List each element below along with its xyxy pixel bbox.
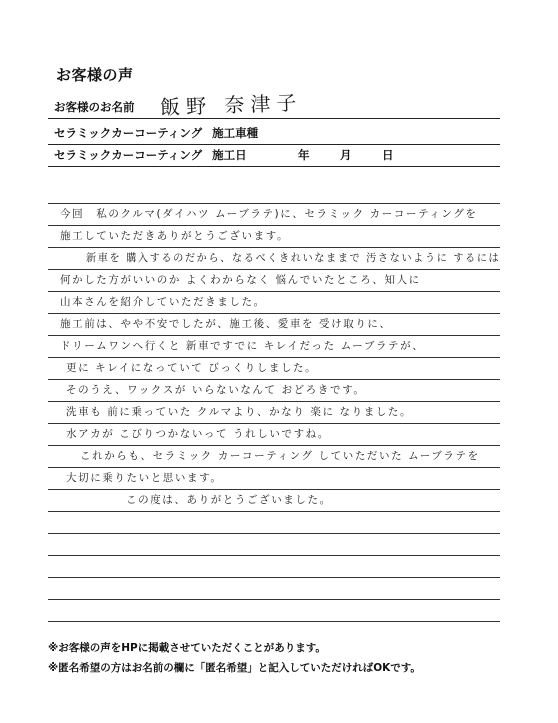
ruled-line — [48, 225, 500, 226]
vehicle-field-label — [54, 125, 258, 141]
date-row — [48, 144, 500, 167]
ruled-line — [48, 269, 500, 270]
comment-line: 更に キレイになっていて びっくりしました。 — [66, 362, 318, 374]
name-label: お客様のお名前 — [54, 100, 135, 114]
date-label: 施工日 — [212, 148, 247, 162]
ruled-line — [48, 247, 500, 248]
date-field-label — [54, 147, 247, 163]
footer-note-anonymous: ※匿名希望の方はお名前の欄に「匿名希望」と記入していただければOKです。 — [48, 662, 421, 674]
year-label: 年 — [298, 148, 310, 162]
comment-line: 施工前は、やや不安でしたが、施工後、愛車を 受け取りに、 — [60, 318, 392, 330]
ruled-line — [48, 467, 500, 468]
month-label: 月 — [340, 148, 352, 162]
comment-line: 何かした方がいいのか よくわからなく 悩んでいたところ、知人に — [60, 274, 421, 286]
comment-line: これからも、セラミック カーコーティング していただいた ムーブラテを — [80, 450, 480, 462]
comment-line: 水アカが こびりつかないって うれしいですね。 — [66, 428, 330, 440]
footer-note-publish: ※お客様の声をHPに掲載させていただくことがあります。 — [48, 642, 326, 654]
ruled-line — [48, 511, 500, 512]
ruled-line — [48, 489, 500, 490]
ruled-line — [48, 357, 500, 358]
day-label: 日 — [382, 148, 394, 162]
ruled-line — [48, 401, 500, 402]
ruled-line — [48, 423, 500, 424]
service-label: セラミックカーコーティング — [54, 126, 203, 140]
vehicle-row — [48, 122, 500, 145]
ruled-line — [48, 445, 500, 446]
comment-line: 今回 私のクルマ(ダイハツ ムーブラテ)に、セラミック カーコーティングを — [60, 208, 478, 220]
comment-line: 山本さんを紹介していただきました。 — [60, 296, 266, 308]
comment-line: そのうえ、ワックスが いらないなんて おどろきです。 — [66, 384, 366, 396]
comment-line: この度は、ありがとうございました。 — [126, 494, 332, 506]
ruled-line — [48, 533, 500, 534]
ruled-line — [48, 203, 500, 204]
customer-name-row — [48, 90, 500, 120]
ruled-line — [48, 599, 500, 600]
ruled-line — [48, 621, 500, 622]
ruled-line — [48, 379, 500, 380]
ruled-line — [48, 291, 500, 292]
comment-line: 洗車も 前に乗っていた クルマより、かなり 楽に なりました。 — [66, 406, 413, 418]
comment-line: 大切に乗りたいと思います。 — [66, 472, 223, 484]
vehicle-label: 施工車種 — [212, 126, 259, 140]
ruled-line — [48, 555, 500, 556]
comment-line: ドリームワンへ行くと 新車ですでに キレイだった ムーブラテが、 — [60, 340, 425, 352]
comment-line: 新車を 購入するのだから、なるべくきれいなままで 汚さないように するには — [86, 252, 501, 264]
service-label-2: セラミックカーコーティング — [54, 148, 203, 162]
page-title: お客様の声 — [56, 66, 134, 84]
ruled-line — [48, 577, 500, 578]
customer-name-handwritten: 飯野 奈津子 — [159, 90, 303, 120]
ruled-line — [48, 313, 500, 314]
ruled-line — [48, 335, 500, 336]
comment-line: 施工していただきありがとうございます。 — [60, 230, 290, 242]
